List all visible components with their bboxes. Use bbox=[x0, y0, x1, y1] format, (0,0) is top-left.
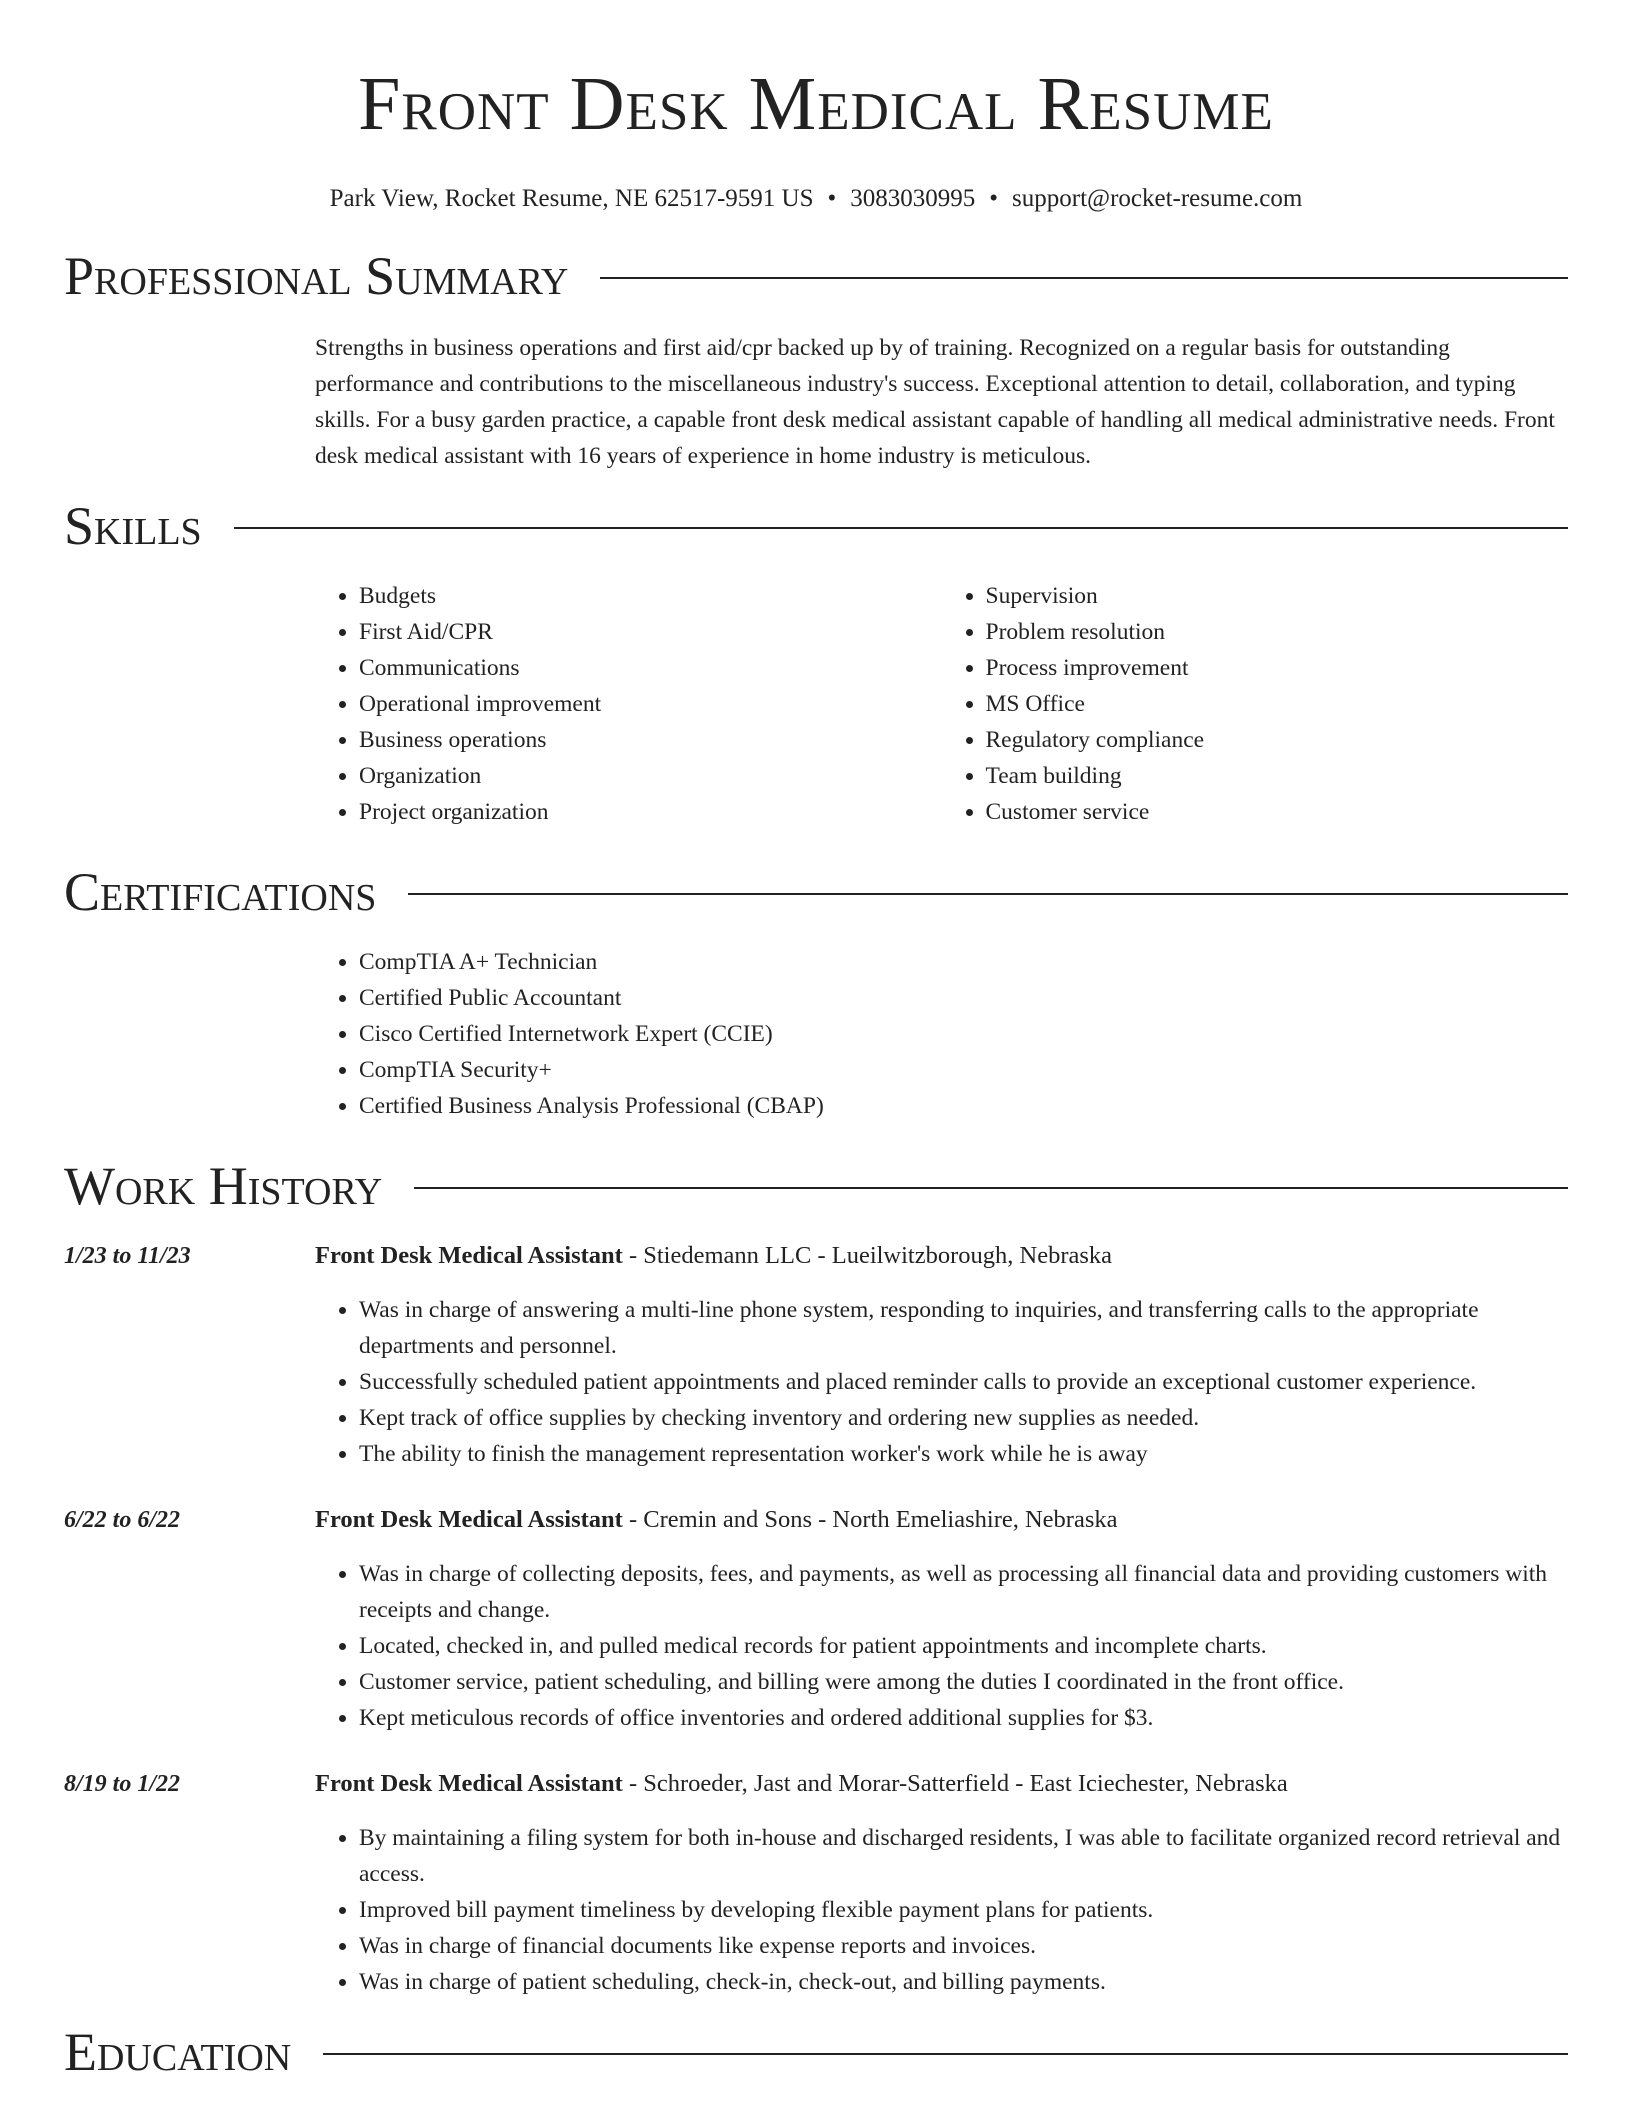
job-heading bbox=[315, 1502, 1568, 1538]
section-education bbox=[64, 2020, 1568, 2084]
skill-item: • Organization bbox=[359, 758, 942, 794]
resume-page bbox=[64, 0, 1568, 2084]
job-bullets bbox=[315, 1820, 1568, 2000]
contact-email: support@rocket-resume.com bbox=[1012, 185, 1303, 212]
section-skills bbox=[64, 494, 1568, 558]
skill-item: • Operational improvement bbox=[359, 686, 942, 722]
job-title: Front Desk Medical Assistant bbox=[315, 1506, 623, 1533]
certifications-list bbox=[315, 944, 1568, 1124]
job-bullet: • By maintaining a filing system for both in-house and discharged residents, I was able to facilitate organized record retrieval and access. bbox=[359, 1820, 1568, 1892]
job-bullet: • Kept meticulous records of office inventories and ordered additional supplies for $3. bbox=[359, 1700, 1568, 1736]
section-certifications bbox=[64, 860, 1568, 924]
section-title: Work History bbox=[64, 1156, 383, 1216]
job-bullet: • Was in charge of patient scheduling, check-in, check-out, and billing payments. bbox=[359, 1964, 1568, 2000]
skill-item: • Regulatory compliance bbox=[986, 722, 1569, 758]
skill-item: • Customer service bbox=[986, 794, 1569, 830]
job-dates: 8/19 to 1/22 bbox=[64, 1771, 181, 1797]
skills-list bbox=[315, 578, 1568, 830]
skill-item: • Project organization bbox=[359, 794, 942, 830]
job-bullet: • Was in charge of collecting deposits, fees, and payments, as well as processing all financial data and providing customers with receipts and change. bbox=[359, 1556, 1568, 1628]
certification-item: • Certified Public Accountant bbox=[359, 980, 1568, 1016]
job-bullet: • Was in charge of answering a multi-line phone system, responding to inquiries, and transferring calls to the appropriate departments and personnel. bbox=[359, 1292, 1568, 1364]
section-divider bbox=[414, 1187, 1568, 1189]
certification-item: • CompTIA A+ Technician bbox=[359, 944, 1568, 980]
job-heading bbox=[315, 1766, 1568, 1802]
section-divider bbox=[234, 527, 1568, 529]
section-title: Professional Summary bbox=[64, 246, 569, 306]
job-company-location: - Stiedemann LLC - Lueilwitzborough, Nebraska bbox=[622, 1242, 1113, 1269]
job-dates: 6/22 to 6/22 bbox=[64, 1507, 181, 1533]
section-divider bbox=[600, 277, 1568, 279]
section-work-history bbox=[64, 1154, 1568, 1218]
skill-item: • MS Office bbox=[986, 686, 1569, 722]
skill-item: • Business operations bbox=[359, 722, 942, 758]
contact-separator: • bbox=[989, 185, 999, 212]
certification-item: • Cisco Certified Internetwork Expert (CCIE) bbox=[359, 1016, 1568, 1052]
job-bullet: • Successfully scheduled patient appointments and placed reminder calls to provide an exceptional customer experience. bbox=[359, 1364, 1568, 1400]
skill-item: • Supervision bbox=[986, 578, 1569, 614]
contact-line bbox=[64, 184, 1568, 214]
section-title: Skills bbox=[64, 496, 202, 556]
skill-item: • Team building bbox=[986, 758, 1569, 794]
section-title: Certifications bbox=[64, 862, 377, 922]
summary-text: Strengths in business operations and first aid/cpr backed up by of training. Recognized on a regular basis for outstanding performance and contributions to the miscellaneous industry's success. Exceptional attention to detail, collaboration, and typing skills. For a busy garden practice, a capable front desk medical assistant capable of handling all medical administrative needs. Front desk medical assistant with 16 years of experience in home industry is meticulous. bbox=[315, 335, 1555, 469]
job-company-location: - Cremin and Sons - North Emeliashire, Nebraska bbox=[622, 1506, 1118, 1533]
skill-item: • Communications bbox=[359, 650, 942, 686]
certification-item: • Certified Business Analysis Professional (CBAP) bbox=[359, 1088, 1568, 1124]
job-title: Front Desk Medical Assistant bbox=[315, 1242, 623, 1269]
contact-separator: • bbox=[827, 185, 837, 212]
section-professional-summary bbox=[64, 244, 1568, 308]
contact-phone: 3083030995 bbox=[850, 185, 976, 212]
job-bullets bbox=[315, 1292, 1568, 1472]
job-heading bbox=[315, 1238, 1568, 1274]
job-entry bbox=[64, 1766, 1568, 2000]
job-bullet: • Customer service, patient scheduling, and billing were among the duties I coordinated in the front office. bbox=[359, 1664, 1568, 1700]
section-divider bbox=[408, 893, 1568, 895]
skill-item: • Problem resolution bbox=[986, 614, 1569, 650]
job-bullet: • Improved bill payment timeliness by developing flexible payment plans for patients. bbox=[359, 1892, 1568, 1928]
job-entry bbox=[64, 1238, 1568, 1472]
skills-column-right bbox=[942, 578, 1569, 830]
contact-address: Park View, Rocket Resume, NE 62517-9591 US bbox=[329, 185, 814, 212]
job-entry bbox=[64, 1502, 1568, 1736]
skill-item: • First Aid/CPR bbox=[359, 614, 942, 650]
section-divider bbox=[323, 2053, 1568, 2055]
job-bullet: • Located, checked in, and pulled medical records for patient appointments and incomplete charts. bbox=[359, 1628, 1568, 1664]
job-bullet: • The ability to finish the management representation worker's work while he is away bbox=[359, 1436, 1568, 1472]
job-bullets bbox=[315, 1556, 1568, 1736]
skill-item: • Budgets bbox=[359, 578, 942, 614]
skills-column-left bbox=[315, 578, 942, 830]
job-company-location: - Schroeder, Jast and Morar-Satterfield - East Iciechester, Nebraska bbox=[622, 1770, 1288, 1797]
job-bullet: • Was in charge of financial documents like expense reports and invoices. bbox=[359, 1928, 1568, 1964]
section-title: Education bbox=[64, 2022, 292, 2082]
job-title: Front Desk Medical Assistant bbox=[315, 1770, 623, 1797]
job-bullet: • Kept track of office supplies by checking inventory and ordering new supplies as needed. bbox=[359, 1400, 1568, 1436]
resume-title: Front Desk Medical Resume bbox=[358, 62, 1274, 146]
skill-item: • Process improvement bbox=[986, 650, 1569, 686]
certification-item: • CompTIA Security+ bbox=[359, 1052, 1568, 1088]
job-dates: 1/23 to 11/23 bbox=[64, 1243, 191, 1269]
